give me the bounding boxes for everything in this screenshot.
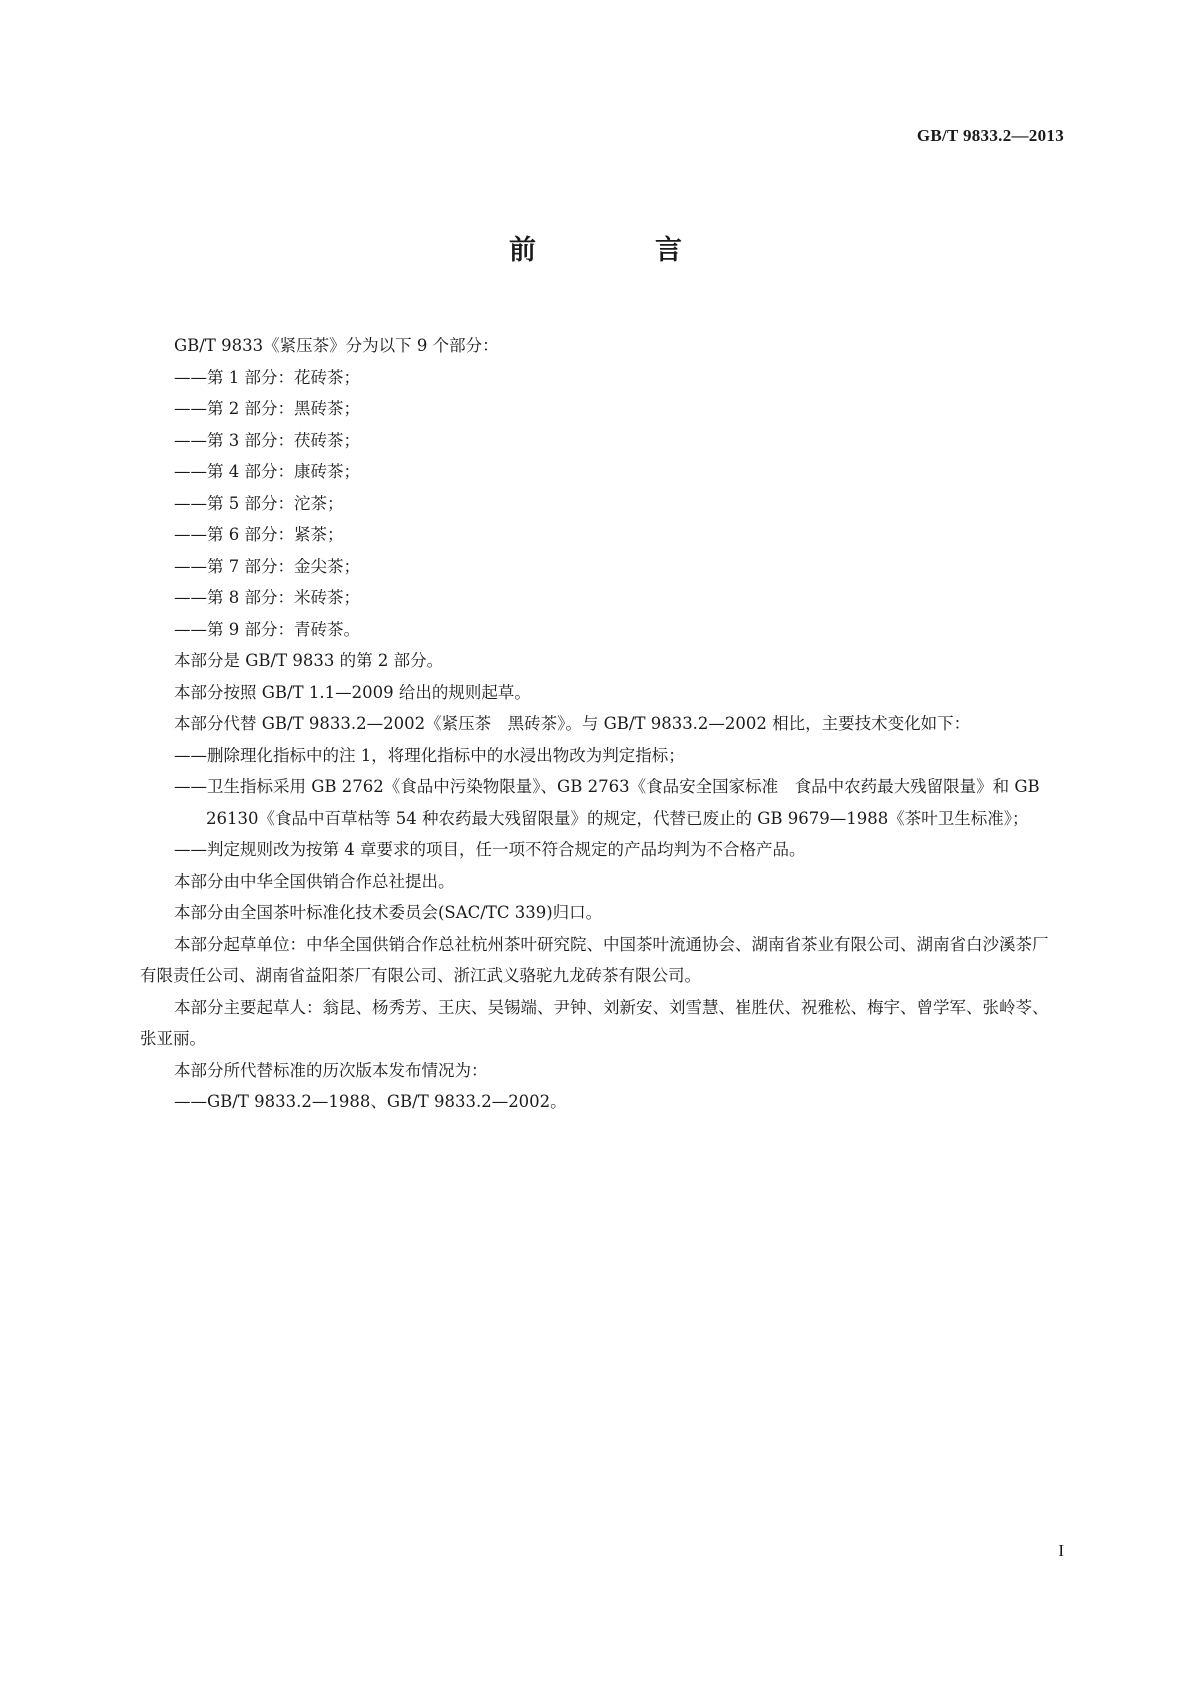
- list-item: ——第 5 部分：沱茶；: [174, 493, 344, 513]
- centralized-paragraph: 本部分由全国茶叶标准化技术委员会(SAC/TC 339)归口。: [174, 903, 603, 922]
- history-item: ——GB/T 9833.2—1988、GB/T 9833.2—2002。: [174, 1092, 567, 1111]
- list-item: ——第 7 部分：金尖茶；: [174, 556, 360, 576]
- page-title: 前 言: [509, 235, 728, 266]
- drafters-paragraph: 本部分主要起草人：翁昆、杨秀芳、王庆、吴锡端、尹钟、刘新安、刘雪慧、崔胜伏、祝雅松、梅宇、曾学军、张岭苓、张亚丽。: [140, 997, 1049, 1048]
- drafting-units-paragraph: 本部分起草单位：中华全国供销合作总社杭州茶叶研究院、中国茶叶流通协会、湖南省茶业有限公司、湖南省白沙溪茶厂有限责任公司、湖南省益阳茶厂有限公司、浙江武义骆驼九龙砖茶有限公司。: [140, 934, 1049, 985]
- change-item: ——判定规则改为按第 4 章要求的项目，任一项不符合规定的产品均判为不合格产品。: [174, 840, 806, 859]
- list-item: ——第 1 部分：花砖茶；: [174, 367, 360, 387]
- drafting-rules-paragraph: 本部分按照 GB/T 1.1—2009 给出的规则起草。: [174, 682, 531, 702]
- foreword-body: [140, 330, 1060, 1118]
- list-item: ——第 8 部分：米砖茶；: [174, 588, 360, 607]
- history-intro-paragraph: 本部分所代替标准的历次版本发布情况为：: [174, 1060, 488, 1080]
- list-item: ——第 2 部分：黑砖茶；: [174, 399, 360, 418]
- list-item: ——第 4 部分：康砖茶；: [174, 462, 360, 481]
- replaces-paragraph: 本部分代替 GB/T 9833.2—2002《紧压茶 黑砖茶》。与 GB/T 9833.2—2002 相比，主要技术变化如下：: [174, 714, 971, 733]
- list-item: ——第 6 部分：紧茶；: [174, 525, 344, 544]
- change-item: ——删除理化指标中的注 1，将理化指标中的水浸出物改为判定指标；: [174, 745, 685, 765]
- proposed-by-paragraph: 本部分由中华全国供销合作总社提出。: [174, 871, 455, 891]
- this-part-paragraph: 本部分是 GB/T 9833 的第 2 部分。: [174, 651, 444, 670]
- standard-code: GB/T 9833.2—2013: [916, 126, 1064, 145]
- change-item: ——卫生指标采用 GB 2762《食品中污染物限量》、GB 2763《食品安全国家标准 食品中农药最大残留限量》和 GB 26130《食品中百草枯等 54 种农药最大残留限量》的规定，代替已废止的 GB 9679—1988《茶叶卫生标准》；: [174, 777, 1040, 828]
- list-item: ——第 3 部分：茯砖茶；: [174, 430, 360, 450]
- page-number: I: [1058, 1541, 1064, 1560]
- intro-paragraph: GB/T 9833《紧压茶》分为以下 9 个部分：: [174, 336, 499, 355]
- list-item: ——第 9 部分：青砖茶。: [174, 619, 360, 639]
